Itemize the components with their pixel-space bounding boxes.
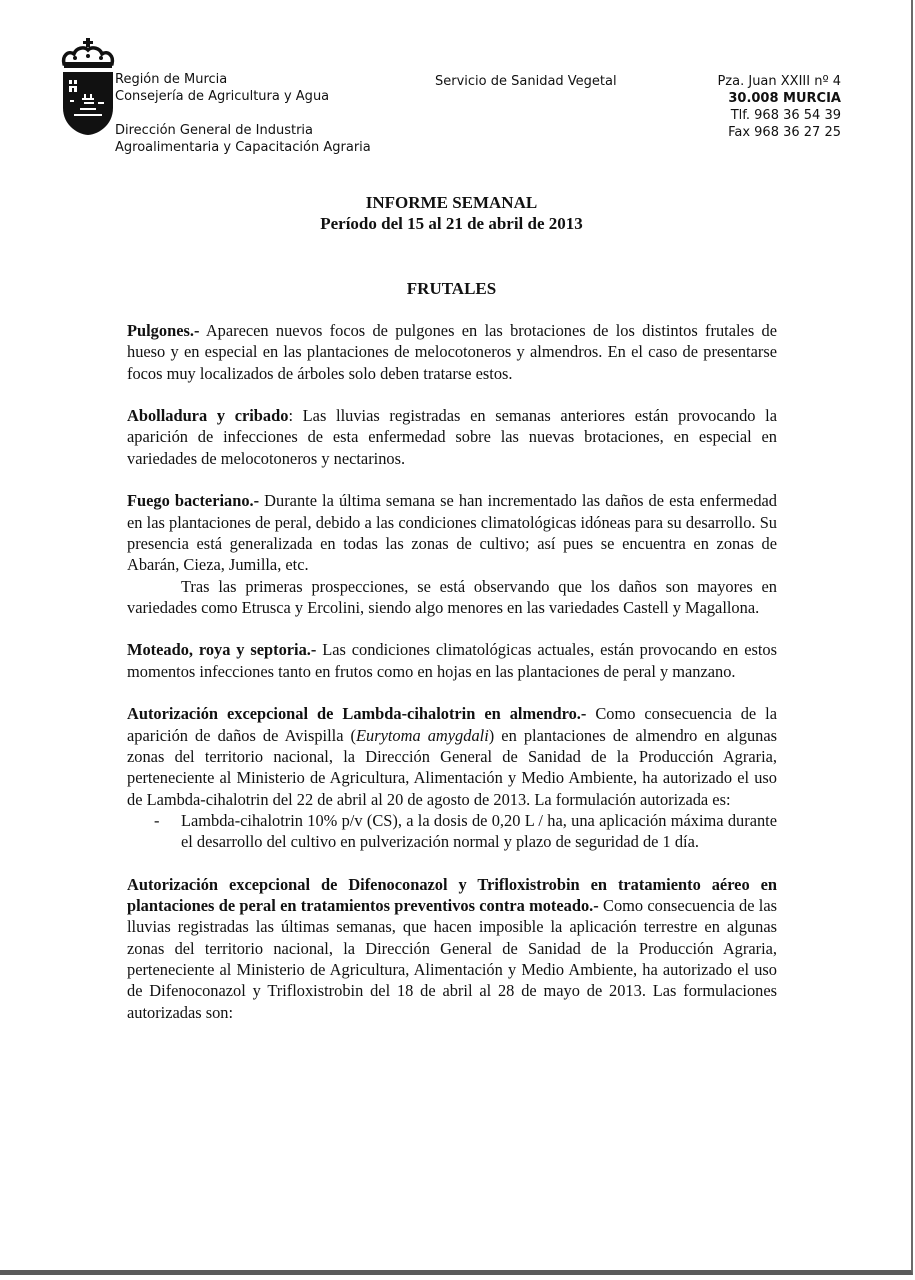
paragraph-abolladura — [127, 405, 777, 469]
paragraph-text: Durante la última semana se han incrementado las daños de esta enfermedad en las plantaciones de peral, debido a las condiciones climatológicas idóneas para su desarrollo. Su presencia está generalizada en todas las zonas de cultivo; así pues se encuentra en zonas de Abarán, Cieza, Jumilla, etc. — [127, 491, 777, 575]
formulation-list — [127, 810, 777, 853]
paragraph-heading: Abolladura y cribado — [127, 406, 289, 426]
paragraph-text: Como consecuencia de la aparición de daños de Avispilla ( — [127, 704, 777, 745]
header-directorate-cont: Agroalimentaria y Capacitación Agraria — [115, 140, 371, 155]
header-region: Región de Murcia — [115, 72, 228, 87]
paragraph-heading: Autorización excepcional de Lambda-cihalotrin en almendro.- — [127, 704, 587, 724]
report-title-block — [0, 192, 903, 234]
list-bullet: - — [154, 810, 160, 830]
header-service: Servicio de Sanidad Vegetal — [435, 74, 617, 89]
report-body — [127, 320, 777, 1023]
paragraph-text: Las condiciones climatológicas actuales, están provocando en estos momentos infecciones tanto en frutos como en hojas en las plantaciones de peral y manzano. — [127, 640, 777, 681]
paragraph-pulgones — [127, 320, 777, 384]
paragraph-heading: Moteado, roya y septoria.- — [127, 640, 317, 660]
paragraph-text: Como consecuencia de las lluvias registradas las últimas semanas, que hacen imposible la aplicación terrestre en algunas zonas del territorio nacional, la Dirección General de Sanidad de la Producción Agraria, perteneciente al Ministerio de Agricultura, Alimentación y Medio Ambiente, ha autorizado el uso de Difenoconazol y Trifloxistrobin del 18 de abril al 28 de mayo de 2013. Las formulaciones autorizadas son: — [127, 896, 777, 1022]
report-title: INFORME SEMANAL — [365, 193, 538, 212]
header-address: Pza. Juan XXIII nº 4 — [717, 74, 841, 89]
list-item — [154, 810, 777, 853]
list-item-text: Lambda-cihalotrin 10% p/v (CS), a la dosis de 0,20 L / ha, una aplicación máxima durante el desarrollo del cultivo en pulverización normal y plazo de seguridad de 1 día. — [181, 810, 777, 852]
header-fax: Fax 968 36 27 25 — [728, 125, 841, 140]
region-de-murcia-coat-of-arms-icon — [60, 38, 116, 136]
header-directorate: Dirección General de Industria — [115, 123, 314, 138]
paragraph-text: Aparecen nuevos focos de pulgones en las brotaciones de los distintos frutales de hueso y en especial en las plantaciones de melocotoneros y almendros. En el caso de presentarse focos muy localizados de árboles solo deben tratarse estos. — [127, 321, 777, 383]
species-name: Eurytoma amygdali — [356, 725, 489, 745]
report-period: Período del 15 al 21 de abril de 2013 — [320, 214, 583, 233]
paragraph-heading: Fuego bacteriano.- — [127, 491, 260, 511]
paragraph-lambda-cihalotrin — [127, 703, 777, 809]
header-council: Consejería de Agricultura y Agua — [115, 89, 330, 104]
paragraph-heading: Autorización excepcional de Difenoconazol y Trifloxistrobin en tratamiento aéreo en plantaciones de peral en tratamientos preventivos contra moteado.- — [127, 874, 777, 916]
section-heading: FRUTALES — [406, 279, 497, 298]
header-contact — [717, 73, 841, 141]
paragraph-fuego-bacteriano-continuation: Tras las primeras prospecciones, se está observando que los daños son mayores en variedades como Etrusca y Ercolini, siendo algo menores en las variedades Castell y Magallona. — [127, 576, 777, 617]
paragraph-text: : Las lluvias registradas en semanas anteriores están provocando la aparición de infecciones de esta enfermedad sobre las nuevas brotaciones, en especial en variedades de melocotoneros y nectarinos. — [127, 406, 777, 468]
paragraph-fuego-bacteriano — [127, 490, 777, 575]
header-phone: Tlf. 968 36 54 39 — [730, 108, 841, 123]
header-institution — [115, 71, 371, 156]
paragraph-moteado — [127, 639, 777, 682]
paragraph-difenoconazol — [127, 874, 777, 1023]
header-city: 30.008 MURCIA — [728, 91, 841, 106]
paragraph-heading: Pulgones.- — [127, 321, 200, 340]
paragraph-text-cont: ) en plantaciones de almendro en algunas zonas del territorio nacional, la Dirección General de Sanidad de la Producción Agraria, perteneciente al Ministerio de Agricultura, Alimentación y Medio Ambiente, ha autorizado el uso de Lambda-cihalotrin del 22 de abril al 20 de agosto de 2013. La formulación autorizada es: — [127, 725, 778, 809]
